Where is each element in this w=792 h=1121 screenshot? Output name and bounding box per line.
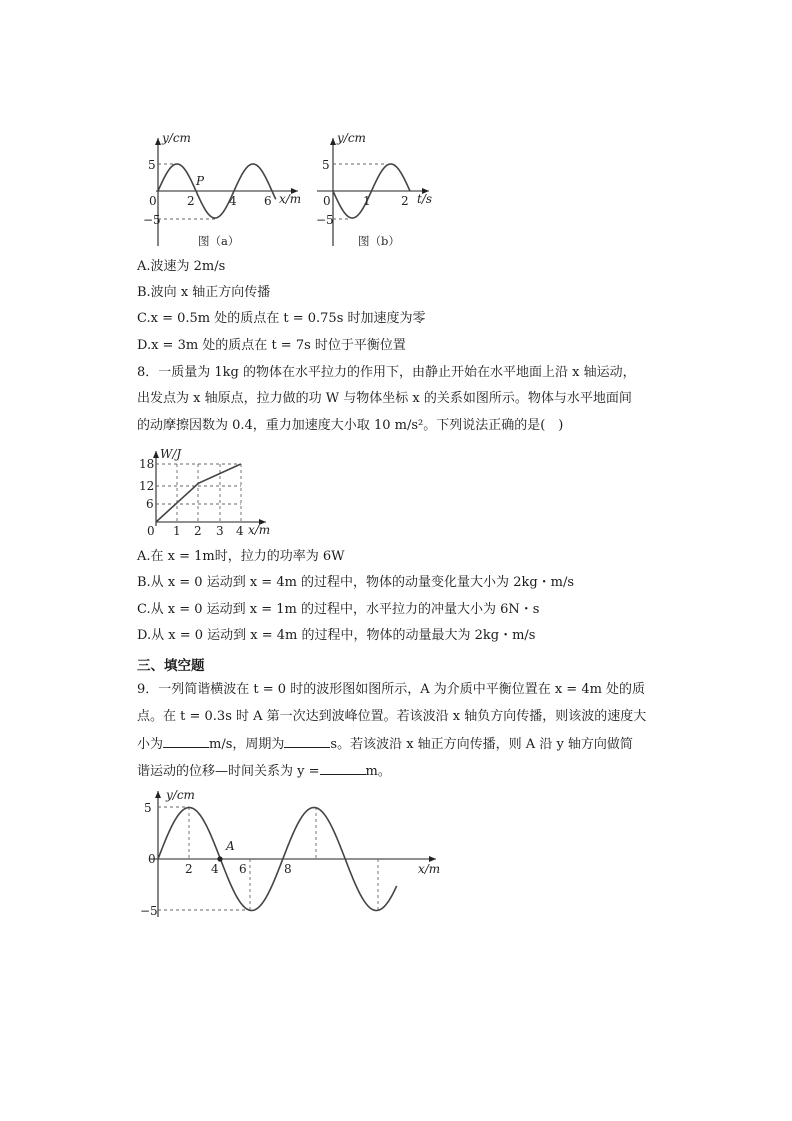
y-axis-label: W/J [160,447,182,461]
option-d: D.x = 3m 处的质点在 t = 7s 时位于平衡位置 [137,338,406,353]
stem-text: m/s，周期为 [209,737,285,752]
x-tick-label: 2 [187,194,195,208]
y-tick-label: −5 [143,213,161,227]
y-tick-label: 5 [144,801,152,815]
option-c: C.x = 0.5m 处的质点在 t = 0.75s 时加速度为零 [137,311,426,326]
x-axis-label: x/m [418,862,441,876]
point-label-p: P [196,174,205,188]
question-9-stem [137,735,633,754]
point-label-a: A [226,839,235,853]
y-axis-label: y/cm [162,131,191,145]
x-tick-label: 4 [236,524,244,538]
stem-text: 小为 [137,737,164,752]
wave-graph-b [305,128,440,250]
x-tick-label: 8 [284,862,292,876]
y-axis-arrow [155,138,161,145]
x-tick-label: 6 [239,862,247,876]
option-a: A.波速为 2m/s [137,259,226,274]
y-tick-label: −5 [316,213,334,227]
wave-graph-a [140,128,310,250]
x-axis-label: x/m [248,523,271,537]
option-b: B.从 x = 0 运动到 x = 4m 的过程中，物体的动量变化量大小为 2kg・m/s [137,575,575,590]
answer-blank-equation[interactable] [320,762,366,775]
x-tick-label: 2 [401,194,409,208]
x-tick-label: 2 [194,524,202,538]
y-axis-arrow [155,791,161,798]
figure-caption: 图（b） [358,234,400,248]
option-b: B.波向 x 轴正方向传播 [137,285,271,300]
y-axis-arrow [330,138,336,145]
x-axis-label: t/s [417,192,433,206]
section-title: 三、填空题 [137,658,205,674]
question-9-stem [137,762,391,781]
x-tick-label: 4 [229,194,237,208]
question-8-stem: 出发点为 x 轴原点，拉力做的功 W 与物体坐标 x 的关系如图所示。物体与水平地面间 [137,391,632,406]
stem-text: 谐运动的位移—时间关系为 y = [137,764,320,779]
work-position-chart [138,446,273,538]
figure-b [305,128,440,250]
answer-blank-period[interactable] [284,735,330,748]
y-tick-label: 6 [146,497,154,511]
x-tick-label: 3 [216,524,224,538]
y-tick-label: 18 [139,457,155,471]
question-8-stem: 的动摩擦因数为 0.4，重力加速度大小取 10 m/s²。下列说法正确的是( ) [137,418,564,433]
figure-a [140,128,310,250]
question-9-stem: 9．一列简谐横波在 t = 0 时的波形图如图所示，A 为介质中平衡位置在 x = 4m 处的质 [137,682,646,697]
x-tick-label: 0 [148,852,156,866]
y-tick-label: 12 [139,479,155,493]
answer-blank-speed[interactable] [163,735,209,748]
x-tick-label: 6 [264,194,272,208]
question-9-figure [140,785,445,920]
y-tick-label: −5 [140,904,158,918]
stem-text: s。若该波沿 x 轴正方向传播，则 A 沿 y 轴方向做简 [330,737,633,752]
x-tick-label: 1 [363,194,371,208]
x-tick-label: 0 [323,194,331,208]
y-tick-label: 5 [148,158,156,172]
x-tick-label: 1 [173,524,181,538]
work-graph [138,446,273,538]
x-tick-label: 0 [149,194,157,208]
option-a: A.在 x = 1m时，拉力的功率为 6W [137,549,345,564]
stem-text: m。 [365,764,391,779]
x-tick-label: 4 [211,862,219,876]
option-d: D.从 x = 0 运动到 x = 4m 的过程中，物体的动量最大为 2kg・m/s [137,628,536,643]
y-tick-label: 5 [322,158,330,172]
point-a-marker [217,856,222,861]
x-tick-label: 0 [147,524,155,538]
wave-graph [140,785,445,920]
y-axis-label: y/cm [166,788,195,802]
question-8-stem: 8．一质量为 1kg 的物体在水平拉力的作用下，由静止开始在水平地面上沿 x 轴运动， [137,365,636,380]
x-axis-label: x/m [279,192,302,206]
figure-caption: 图（a） [198,234,240,248]
question-9-stem: 点。在 t = 0.3s 时 A 第一次达到波峰位置。若该波沿 x 轴负方向传播，则该波的速度大 [137,709,647,724]
x-tick-label: 2 [185,862,193,876]
y-axis-label: y/cm [337,131,366,145]
option-c: C.从 x = 0 运动到 x = 1m 的过程中，水平拉力的冲量大小为 6N・s [137,602,540,617]
